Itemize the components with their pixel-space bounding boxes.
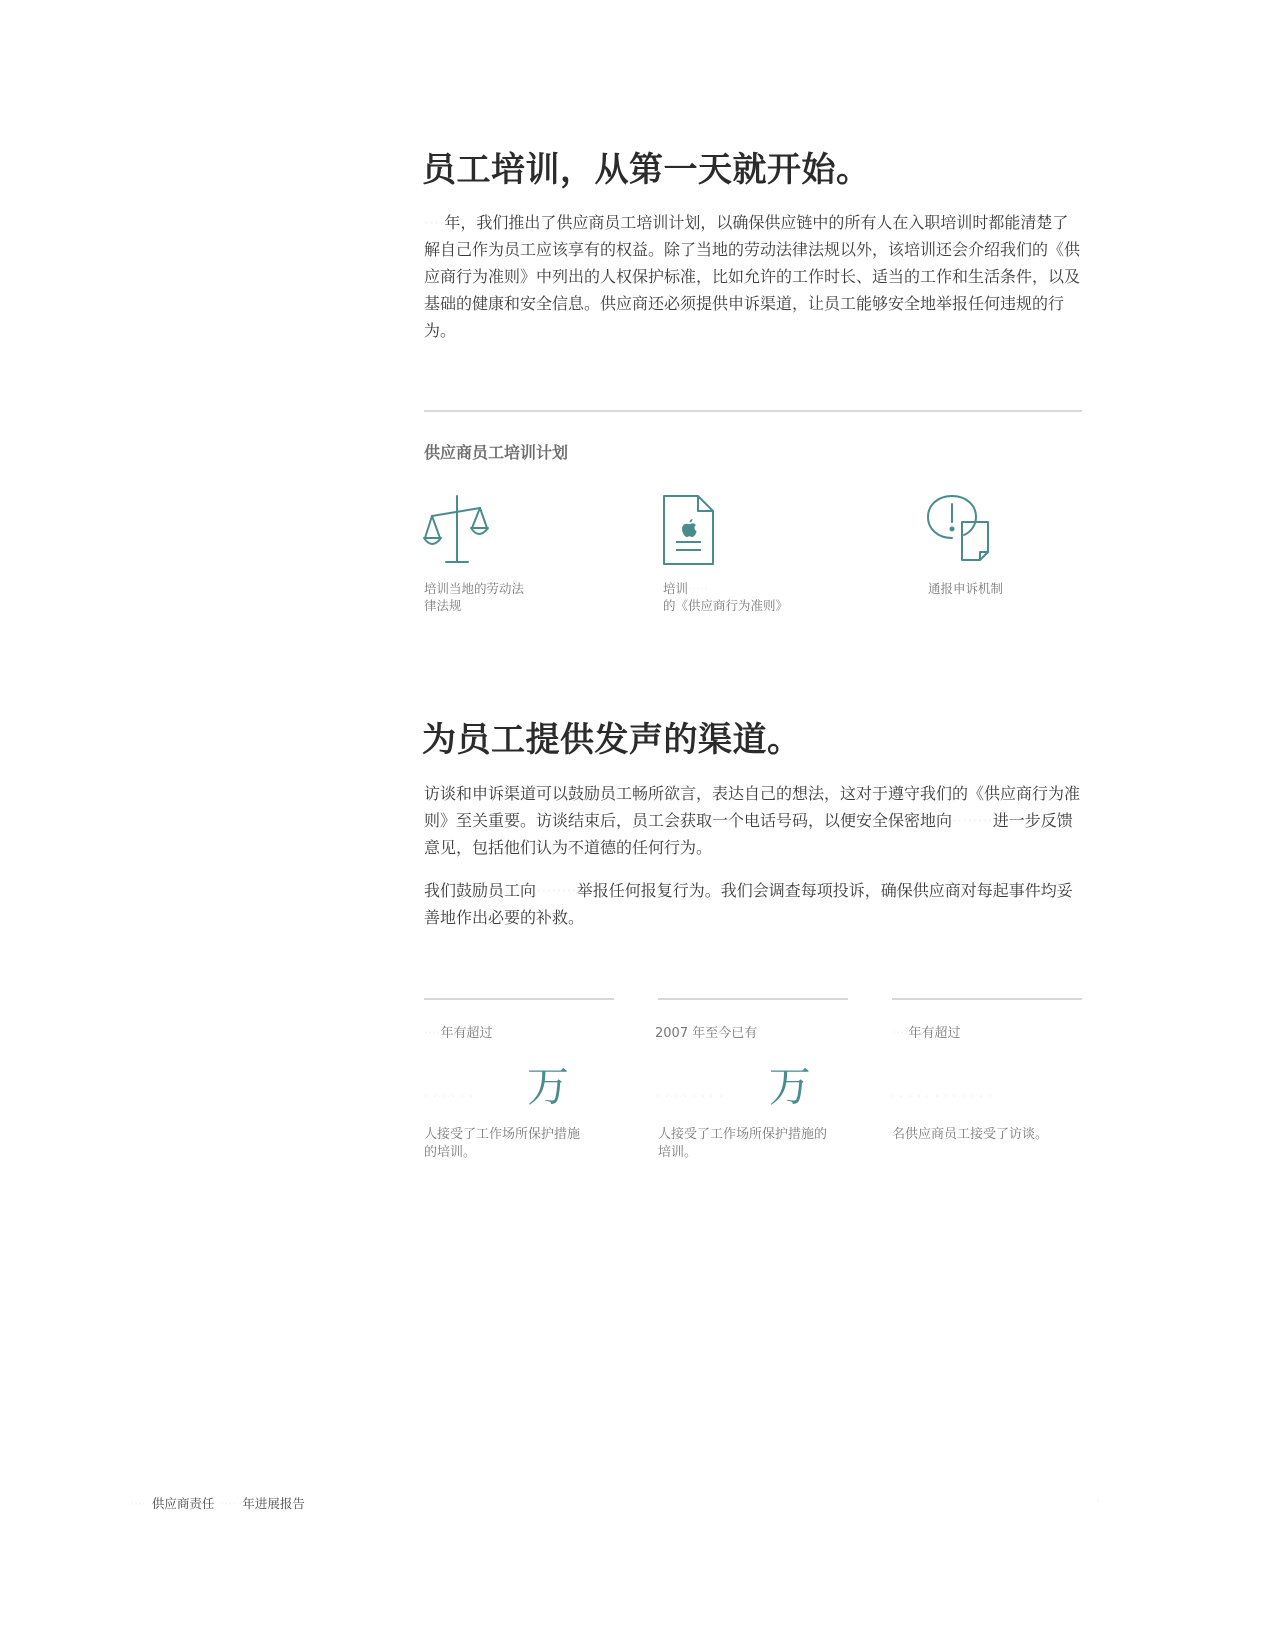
section-divider: [424, 410, 1082, 412]
caption-code-after: 的《供应商行为准则》: [663, 598, 789, 613]
voice-p1-before: 访谈和申诉渠道可以鼓励员工畅所欲言，表达自己的想法，这对于遵守我们的《供应商行为准则》至关重要。访谈结束后，员工会获取一个电话号码，以便安全保密地向: [424, 784, 1081, 830]
voice-p1-after: 进一步反馈意见，包括他们认为不道德的任何行为。: [424, 811, 1073, 857]
voice-p2-after: 举报任何报复行为。我们会调查每项投诉，确保供应商对每起事件均妥善地作出必要的补救。: [424, 881, 1073, 927]
stat-divider-2: [658, 998, 848, 1000]
stat-3-heading: [892, 1022, 961, 1041]
caption-code-before: 培训: [663, 581, 689, 596]
caption-labor-law: 培训当地的劳动法律法规: [424, 581, 525, 613]
caption-code-of-conduct: [663, 580, 828, 614]
stat-2-description: 人接受了工作场所保护措施的培训。: [658, 1127, 828, 1160]
stat-1-unit: 万: [526, 1062, 569, 1111]
hidden-year-placeholder: ····: [424, 213, 445, 232]
footer-report-title: [130, 1494, 305, 1512]
hidden-number-1: · · · · · ·: [424, 1089, 473, 1105]
stat-divider-3: [892, 998, 1082, 1000]
stat-2-heading: 2007 年至今已有: [655, 1026, 758, 1041]
stat-1-heading: [424, 1022, 493, 1041]
stat-1-number: [424, 1062, 569, 1111]
scales-icon: [422, 494, 492, 566]
hidden-company-placeholder-3: ········: [536, 881, 577, 900]
hidden-company-placeholder: ·····: [688, 581, 708, 596]
voice-p2-before: 我们鼓励员工向: [424, 881, 537, 900]
stat-2-unit: 万: [768, 1062, 811, 1111]
hidden-number-2: · · · · · · · ·: [656, 1089, 723, 1105]
hidden-company-footer: ····: [130, 1496, 146, 1511]
stat-1-heading-text: 年有超过: [440, 1026, 493, 1041]
stat-3-description: 名供应商员工接受了访谈。: [892, 1127, 1049, 1142]
voice-paragraph-1: [424, 780, 1084, 861]
footer-part-2: 年进展报告: [242, 1496, 305, 1511]
hidden-year-3: ····: [892, 1026, 909, 1041]
document-apple-icon: [662, 494, 716, 566]
stat-2-number: [656, 1062, 811, 1111]
stat-3-heading-text: 年有超过: [908, 1026, 961, 1041]
hidden-number-3: · · · · · · · · · · · ·: [890, 1089, 993, 1105]
voice-paragraph-2: [424, 877, 1084, 931]
stat-3-number: [890, 1066, 992, 1108]
hidden-company-placeholder-2: ········: [952, 811, 993, 830]
speech-alert-icon: [926, 494, 994, 566]
section-title-training: 员工培训，从第一天就开始。: [422, 150, 871, 190]
program-label: 供应商员工培训计划: [424, 443, 569, 462]
section-title-voice: 为员工提供发声的渠道。: [422, 720, 802, 760]
hidden-year-1: ····: [424, 1026, 441, 1041]
footer-part-1: 供应商责任: [151, 1496, 215, 1511]
stat-1-description: 人接受了工作场所保护措施的培训。: [424, 1127, 581, 1160]
training-paragraph: [424, 209, 1084, 344]
page-number: ·: [1096, 1494, 1100, 1508]
caption-grievance: 通报申诉机制: [928, 581, 1004, 596]
hidden-year-footer: ····: [220, 1496, 237, 1511]
stat-divider-1: [424, 998, 614, 1000]
training-paragraph-text: 年，我们推出了供应商员工培训计划，以确保供应链中的所有人在入职培训时都能清楚了解自己作为员工应该享有的权益。除了当地的劳动法律法规以外，该培训还会介绍我们的《供应商行为准则》中列出的人权保护标准，比如允许的工作时长、适当的工作和生活条件，以及基础的健康和安全信息。供应商还必须提供申诉渠道，让员工能够安全地举报任何违规的行为。: [424, 213, 1081, 340]
